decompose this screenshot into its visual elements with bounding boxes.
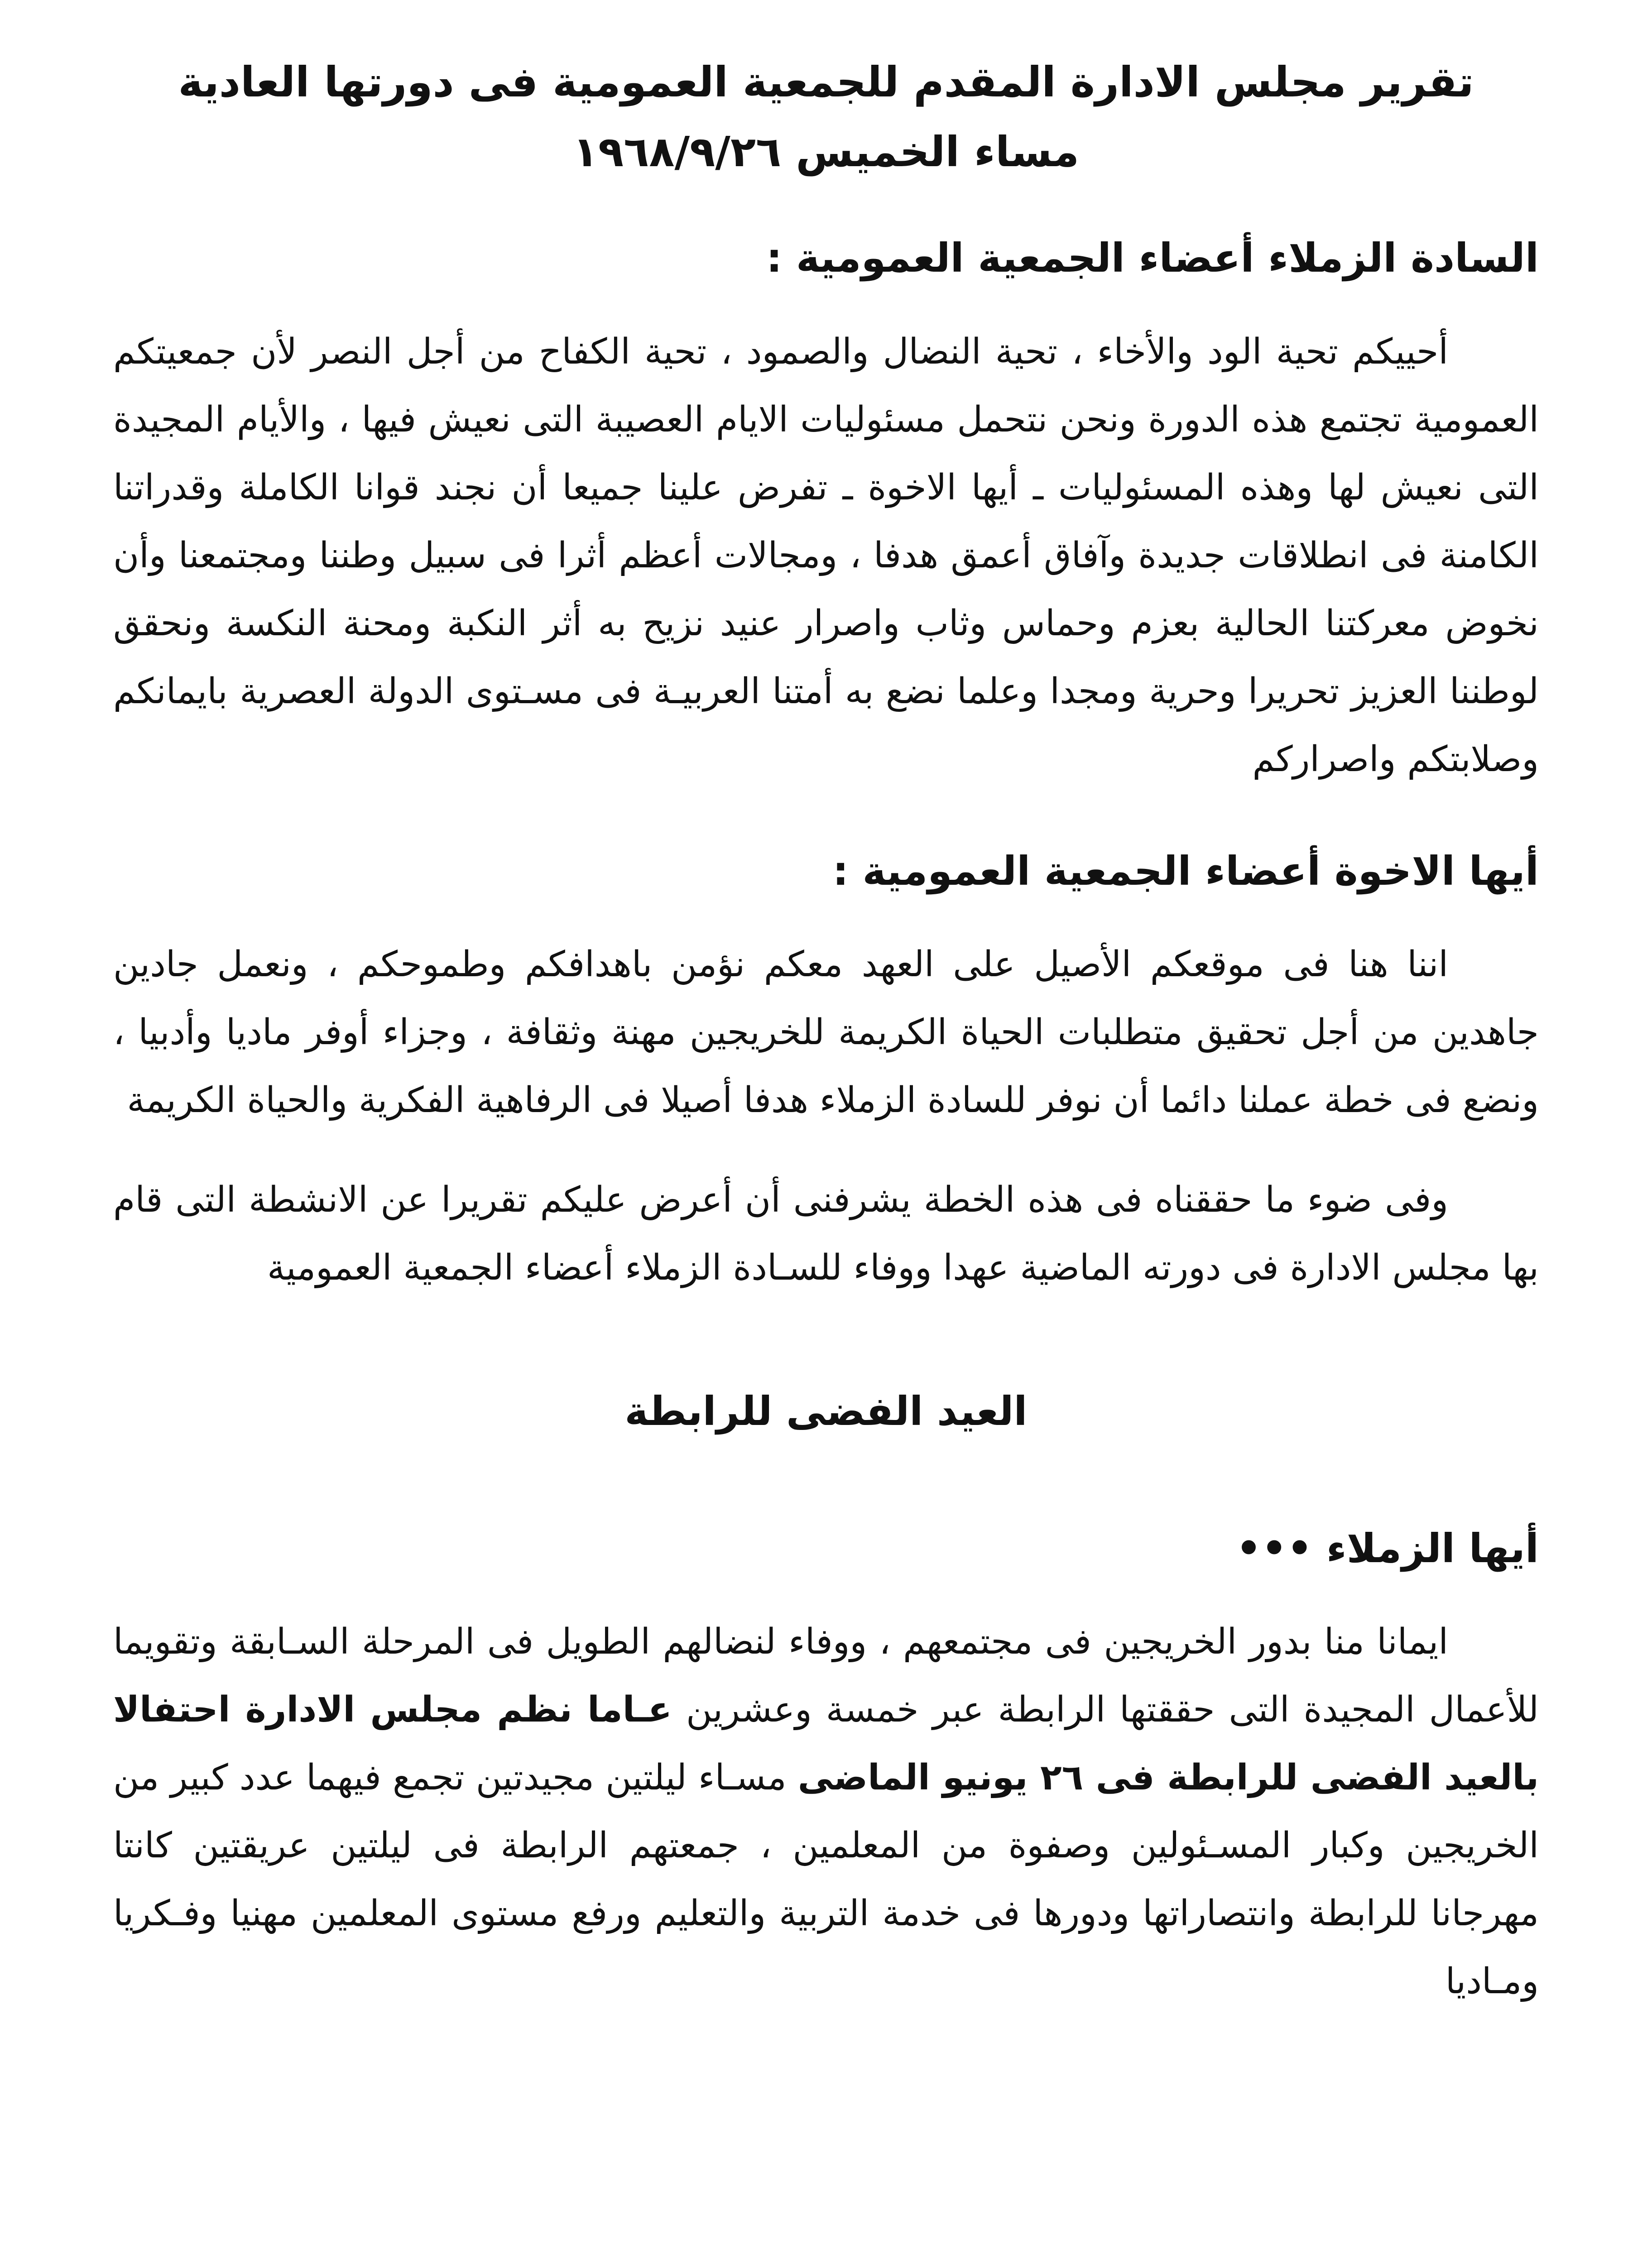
section-heading-greeting: السادة الزملاء أعضاء الجمعية العمومية : xyxy=(766,235,1539,282)
silver-jubilee-heading: العيد الفضى للرابطة xyxy=(624,1387,1028,1434)
jubilee-paragraph-part2: مسـاء ليلتين مجيدتين تجمع فيهما عدد كبير من الخريجين وكبار المسـئولين وصفوة من المعلمين ، جمعتهم الرابطة فى ليلتين عريقتين كانتا مهرجانا للرابطة وانتصاراتها ودورها فى خدمة التربية والتعليم ورفع مستوى المعلمين مهنيا وفـكريا ومـاديا xyxy=(113,1757,1539,2002)
jubilee-paragraph-bold-line: عـاما نظم مجلس الادارة احتفالا بالعيد الفضى للرابطة فى ٢٦ يونيو الماضى xyxy=(113,1689,1539,1799)
jubilee-paragraph-part1: ايمانا منا بدور الخريجين فى مجتمعهم ، ووفاء لنضالهم الطويل فى المرحلة السـابقة وتقويما للأعمال المجيدة التى حققتها الرابطة عبر خمسة وعشرين xyxy=(113,1621,1539,1731)
title-line-1: تقرير مجلس الادارة المقدم للجمعية العمومية فى دورتها العادية xyxy=(178,58,1474,106)
commitment-paragraph: اننا هنا فى موقعكم الأصيل على العهد معكم نؤمن باهدافكم وطموحكم ، ونعمل جادين جاهدين من أجل تحقيق متطلبات الحياة الكريمة للخريجين مهنة وثقافة ، وجزاء أوفر ماديا وأدبيا ، ونضع فى خطة عملنا دائما أن نوفر للسادة الزملاء هدفا أصيلا فى الرفاهية الفكرية والحياة الكريمة xyxy=(113,944,1539,1121)
jubilee-paragraph xyxy=(113,1608,1539,2015)
greeting-paragraph: أحييكم تحية الود والأخاء ، تحية النضال والصمود ، تحية الكفاح من أجل النصر لأن جمعيتكم العمومية تجتمع هذه الدورة ونحن نتحمل مسئوليات الايام العصيبة التى نعيش فيها ، والأيام المجيدة التى نعيش لها وهذه المسئوليات ـ أيها الاخوة ـ تفرض علينا جميعا أن نجند قوانا الكاملة وقدراتنا الكامنة فى انطلاقات جديدة وآفاق أعمق هدفا ، ومجالات أعظم أثرا فى سبيل وطننا ومجتمعنا وأن نخوض معركتنا الحالية بعزم وحماس وثاب واصرار عنيد نزيح به أثر النكبة ومحنة النكسة ونحقق لوطننا العزيز تحريرا وحرية ومجدا وعلما نضع به أمتنا العربيـة فى مسـتوى الدولة العصرية بايمانكم وصلابتكم واصراركم xyxy=(113,331,1539,780)
section-heading-colleagues: أيها الزملاء ••• xyxy=(1236,1525,1539,1572)
section-heading-brothers: أيها الاخوة أعضاء الجمعية العمومية : xyxy=(832,847,1539,894)
report-title xyxy=(113,54,1539,180)
title-date-line: مساء الخميس ١٩٦٨/٩/٢٦ xyxy=(572,128,1080,177)
report-intro-paragraph: وفى ضوء ما حققناه فى هذه الخطة يشرفنى أن أعرض عليكم تقريرا عن الانشطة التى قام بها مجلس الادارة فى دورته الماضية عهدا ووفاء للسـادة الزملاء أعضاء الجمعية العمومية xyxy=(113,1179,1539,1288)
